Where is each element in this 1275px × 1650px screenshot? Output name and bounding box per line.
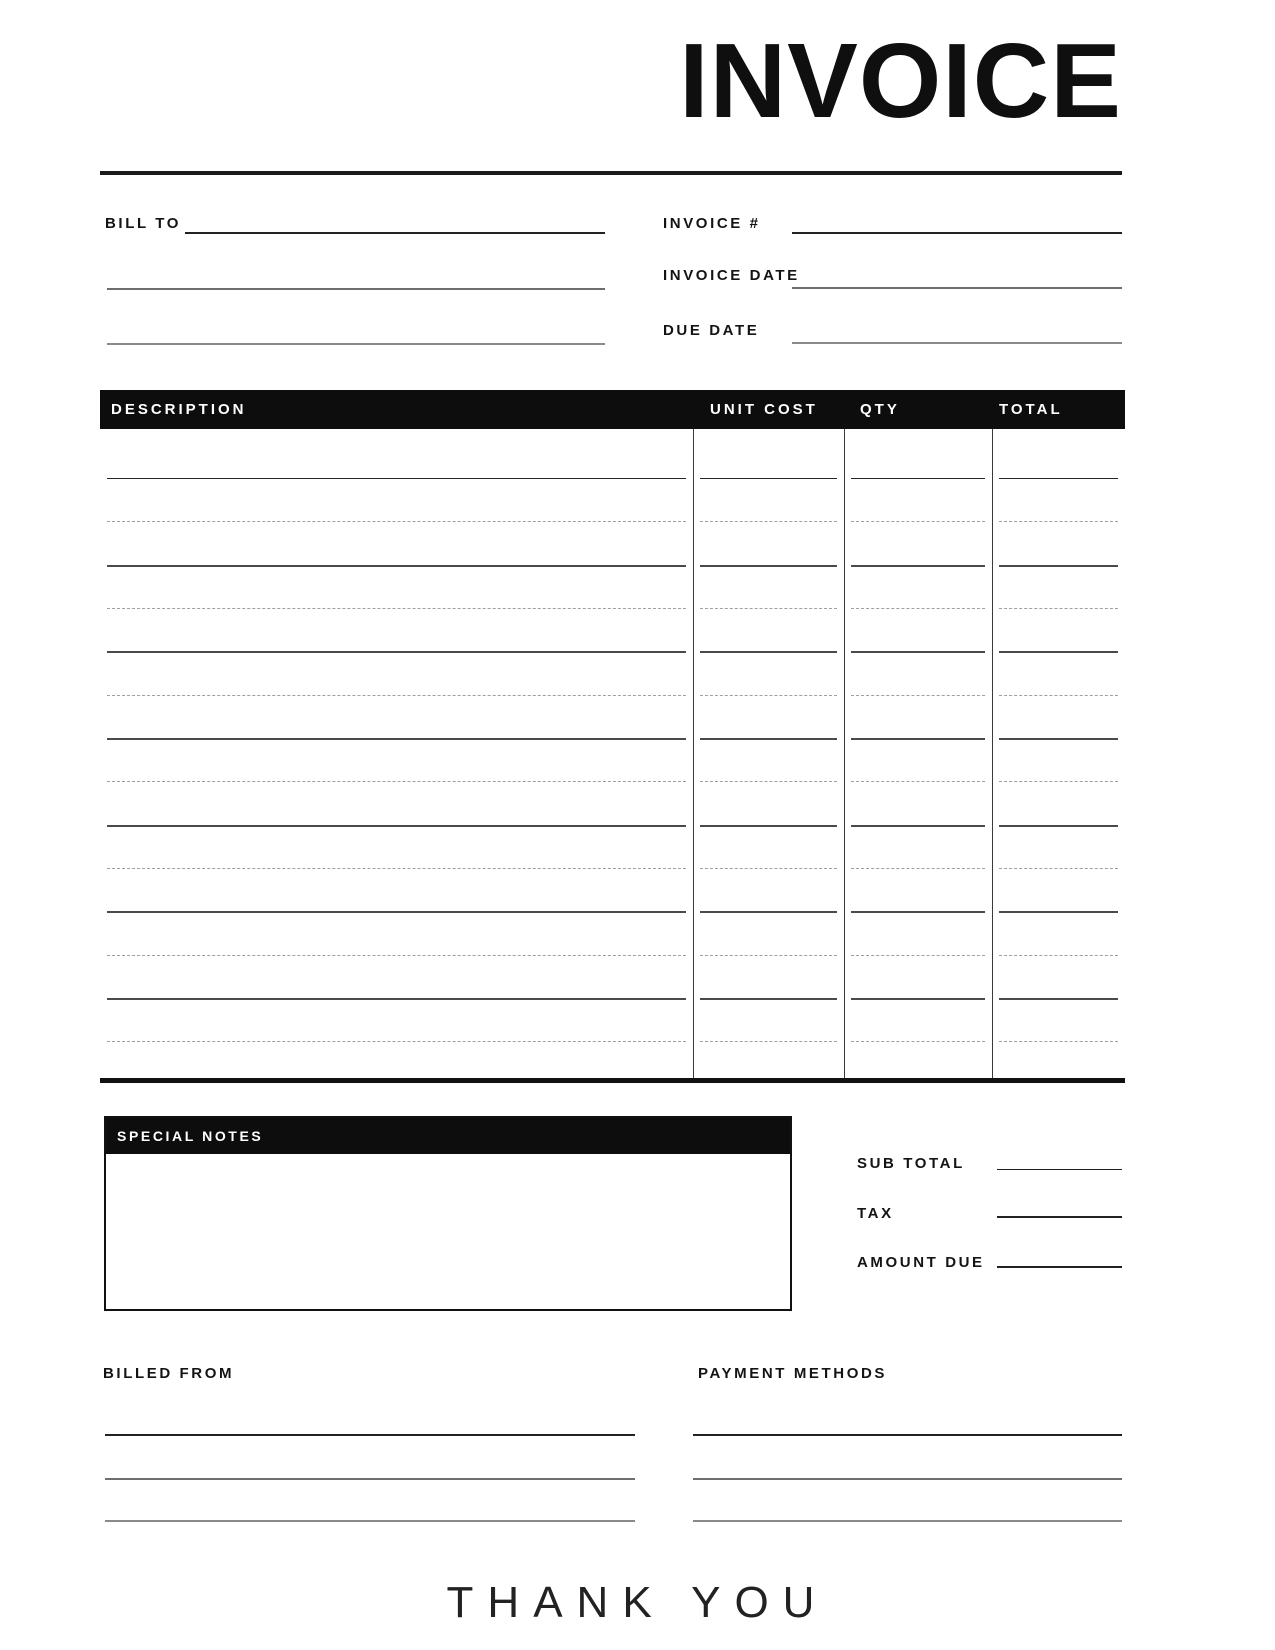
table-cell-line-r3-c2[interactable] (700, 565, 837, 567)
bill-to-line-3[interactable] (107, 343, 605, 345)
table-cell-line-r5-c1[interactable] (107, 651, 686, 653)
amount-due-line[interactable] (997, 1266, 1122, 1268)
table-header (100, 390, 1125, 429)
table-cell-line-r10-c4[interactable] (999, 868, 1118, 869)
sub-total-label: SUB TOTAL (857, 1155, 965, 1172)
special-notes-header: SPECIAL NOTES (106, 1118, 790, 1154)
table-cell-line-r11-c4[interactable] (999, 911, 1118, 913)
table-cell-line-r8-c3[interactable] (851, 781, 985, 782)
table-cell-line-r13-c4[interactable] (999, 998, 1118, 1000)
table-cell-line-r4-c2[interactable] (700, 608, 837, 609)
due-date-line[interactable] (792, 342, 1122, 344)
bill-to-line-2[interactable] (107, 288, 605, 290)
billed-from-line-3[interactable] (105, 1520, 635, 1522)
column-header-description: DESCRIPTION (111, 401, 247, 418)
invoice-number-label: INVOICE # (663, 215, 761, 232)
table-cell-line-r9-c4[interactable] (999, 825, 1118, 827)
table-cell-line-r2-c3[interactable] (851, 521, 985, 522)
table-cell-line-r4-c3[interactable] (851, 608, 985, 609)
payment-methods-line-3[interactable] (693, 1520, 1122, 1522)
table-cell-line-r14-c1[interactable] (107, 1041, 686, 1042)
table-cell-line-r13-c3[interactable] (851, 998, 985, 1000)
invoice-number-line[interactable] (792, 232, 1122, 234)
payment-methods-line-1[interactable] (693, 1434, 1122, 1436)
table-cell-line-r13-c2[interactable] (700, 998, 837, 1000)
billed-from-label: BILLED FROM (103, 1365, 235, 1382)
column-separator-2 (844, 429, 845, 1078)
special-notes-box (104, 1116, 792, 1311)
billed-from-line-1[interactable] (105, 1434, 635, 1436)
table-cell-line-r11-c2[interactable] (700, 911, 837, 913)
table-cell-line-r10-c3[interactable] (851, 868, 985, 869)
table-cell-line-r3-c1[interactable] (107, 565, 686, 567)
table-cell-line-r2-c1[interactable] (107, 521, 686, 522)
table-cell-line-r6-c2[interactable] (700, 695, 837, 696)
table-cell-line-r7-c2[interactable] (700, 738, 837, 740)
table-cell-line-r8-c4[interactable] (999, 781, 1118, 782)
table-cell-line-r11-c1[interactable] (107, 911, 686, 913)
column-header-unit-cost: UNIT COST (710, 401, 818, 418)
table-cell-line-r5-c4[interactable] (999, 651, 1118, 653)
table-cell-line-r12-c2[interactable] (700, 955, 837, 956)
billed-from-line-2[interactable] (105, 1478, 635, 1480)
table-cell-line-r1-c2[interactable] (700, 478, 837, 479)
table-cell-line-r9-c3[interactable] (851, 825, 985, 827)
table-cell-line-r4-c1[interactable] (107, 608, 686, 609)
table-cell-line-r9-c1[interactable] (107, 825, 686, 827)
page-title: INVOICE (679, 22, 1122, 140)
payment-methods-label: PAYMENT METHODS (698, 1365, 888, 1382)
table-cell-line-r7-c4[interactable] (999, 738, 1118, 740)
table-cell-line-r12-c4[interactable] (999, 955, 1118, 956)
table-cell-line-r14-c3[interactable] (851, 1041, 985, 1042)
column-separator-1 (693, 429, 694, 1078)
column-header-total: TOTAL (999, 401, 1063, 418)
table-cell-line-r12-c3[interactable] (851, 955, 985, 956)
table-cell-line-r2-c4[interactable] (999, 521, 1118, 522)
table-cell-line-r12-c1[interactable] (107, 955, 686, 956)
table-body (100, 429, 1125, 1083)
table-cell-line-r8-c2[interactable] (700, 781, 837, 782)
table-cell-line-r10-c2[interactable] (700, 868, 837, 869)
invoice-date-label: INVOICE DATE (663, 267, 800, 284)
header-rule (100, 171, 1122, 175)
table-cell-line-r6-c4[interactable] (999, 695, 1118, 696)
bill-to-label: BILL TO (105, 215, 181, 232)
table-cell-line-r3-c3[interactable] (851, 565, 985, 567)
table-cell-line-r11-c3[interactable] (851, 911, 985, 913)
table-cell-line-r5-c3[interactable] (851, 651, 985, 653)
table-cell-line-r14-c2[interactable] (700, 1041, 837, 1042)
table-cell-line-r2-c2[interactable] (700, 521, 837, 522)
table-cell-line-r4-c4[interactable] (999, 608, 1118, 609)
table-cell-line-r1-c3[interactable] (851, 478, 985, 479)
table-cell-line-r14-c4[interactable] (999, 1041, 1118, 1042)
table-cell-line-r6-c3[interactable] (851, 695, 985, 696)
bill-to-line-1[interactable] (185, 232, 605, 234)
table-cell-line-r8-c1[interactable] (107, 781, 686, 782)
sub-total-line[interactable] (997, 1169, 1122, 1170)
table-cell-line-r13-c1[interactable] (107, 998, 686, 1000)
payment-methods-line-2[interactable] (693, 1478, 1122, 1480)
invoice-date-line[interactable] (792, 287, 1122, 289)
table-cell-line-r7-c1[interactable] (107, 738, 686, 740)
table-cell-line-r1-c1[interactable] (107, 478, 686, 479)
special-notes-area[interactable] (106, 1154, 790, 1309)
column-header-qty: QTY (860, 401, 900, 418)
table-cell-line-r7-c3[interactable] (851, 738, 985, 740)
table-cell-line-r1-c4[interactable] (999, 478, 1118, 479)
table-cell-line-r6-c1[interactable] (107, 695, 686, 696)
table-cell-line-r3-c4[interactable] (999, 565, 1118, 567)
tax-line[interactable] (997, 1216, 1122, 1218)
tax-label: TAX (857, 1205, 894, 1222)
table-cell-line-r5-c2[interactable] (700, 651, 837, 653)
thank-you-text: THANK YOU (446, 1578, 829, 1627)
due-date-label: DUE DATE (663, 322, 760, 339)
column-separator-3 (992, 429, 993, 1078)
table-cell-line-r9-c2[interactable] (700, 825, 837, 827)
table-cell-line-r10-c1[interactable] (107, 868, 686, 869)
amount-due-label: AMOUNT DUE (857, 1254, 985, 1271)
